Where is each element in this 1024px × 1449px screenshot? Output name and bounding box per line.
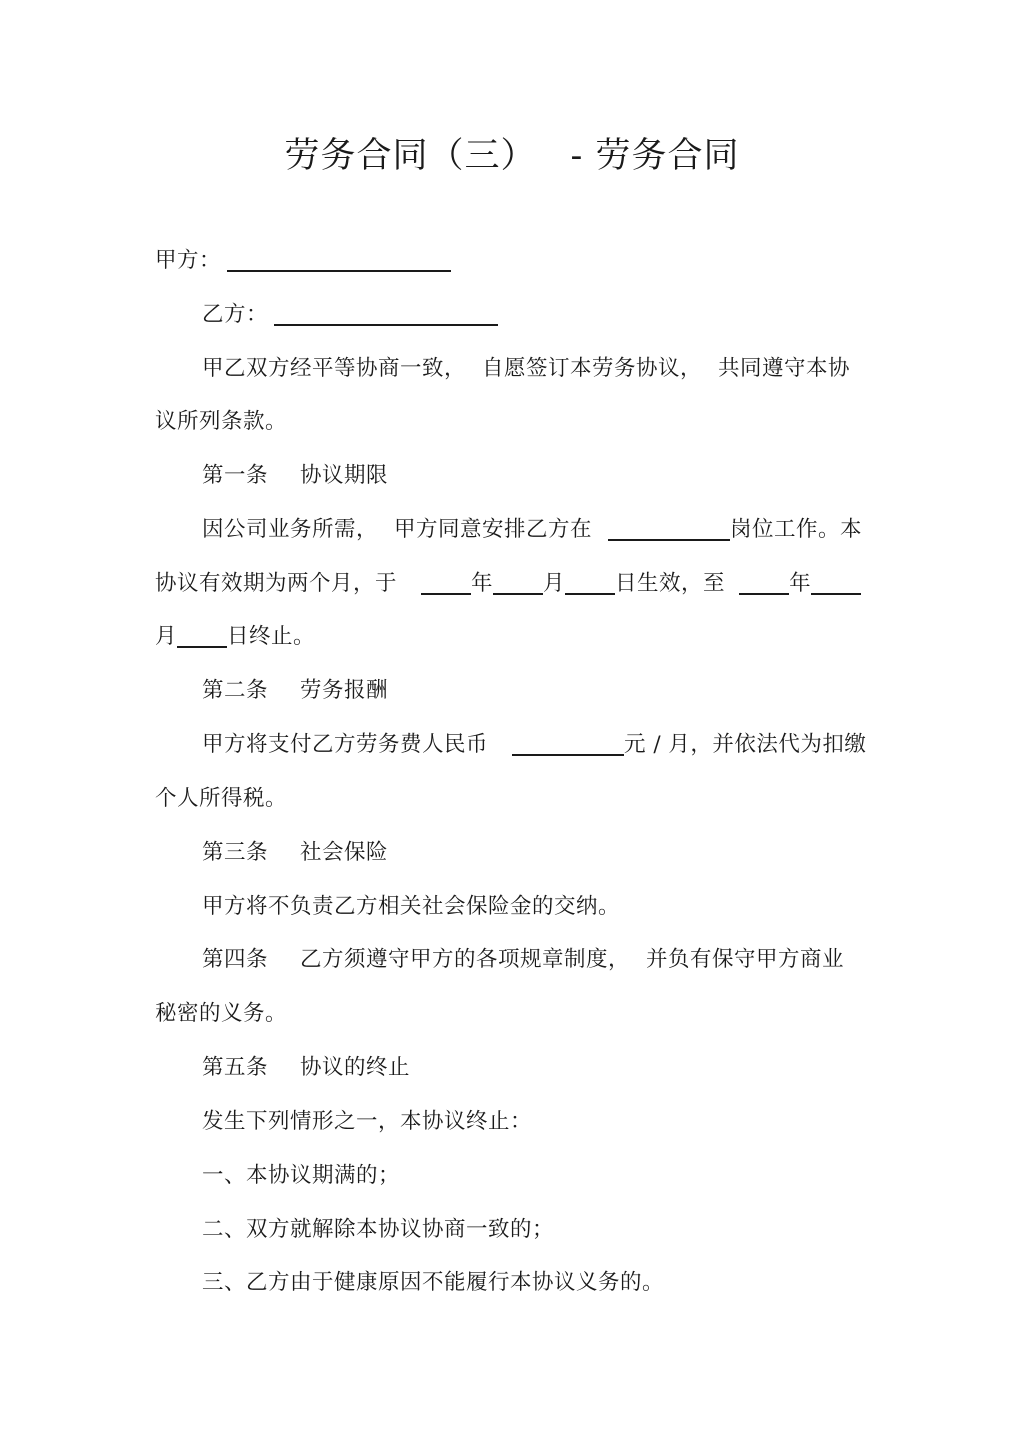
position-blank <box>608 517 730 541</box>
list-item-text: 一、本协议期满的； <box>202 1163 401 1188</box>
start-day-blank <box>565 571 615 595</box>
article-number: 第一条 <box>202 463 269 488</box>
clause-text: 元 / 月，并依法代为扣缴 <box>624 732 867 757</box>
article-number: 第二条 <box>202 678 269 703</box>
title-suffix: - 劳务合同 <box>570 136 740 176</box>
title-main: 劳务合同（三） <box>284 136 537 176</box>
clause-text: 日生效，至 <box>615 571 726 596</box>
article-title: 社会保险 <box>300 840 389 865</box>
article-3-line-1 <box>202 892 620 922</box>
start-year-blank <box>421 571 471 595</box>
article-1-line-2 <box>155 569 861 599</box>
preamble-segment: 自愿签订本劳务协议， <box>482 356 703 381</box>
end-day-blank <box>177 624 227 648</box>
article-title: 协议的终止 <box>300 1055 411 1080</box>
clause-text: 协议有效期为两个月，于 <box>155 571 398 596</box>
list-item <box>202 1161 400 1191</box>
fee-amount-blank <box>512 732 624 756</box>
article-2-line-1 <box>202 730 866 760</box>
preamble-segment: 共同遵守本协 <box>718 356 851 381</box>
article-title: 协议期限 <box>300 463 389 488</box>
article-4-line-2 <box>155 999 287 1029</box>
clause-text: 月 <box>543 571 566 596</box>
article-number: 第三条 <box>202 840 269 865</box>
article-4-line-1 <box>202 945 844 975</box>
clause-text: 日终止。 <box>227 624 316 649</box>
article-1-heading <box>202 461 388 491</box>
party-b-line <box>202 300 498 330</box>
party-a-label: 甲方： <box>155 248 222 273</box>
clause-text: 月 <box>155 624 178 649</box>
preamble-line-1 <box>202 354 850 384</box>
article-2-heading <box>202 676 388 706</box>
list-item-text: 二、双方就解除本协议协商一致的； <box>202 1217 555 1242</box>
party-b-label: 乙方： <box>202 302 269 327</box>
article-1-line-3 <box>155 622 315 652</box>
preamble-segment: 甲乙双方经平等协商一致， <box>202 356 467 381</box>
clause-text: 并负有保守甲方商业 <box>646 947 845 972</box>
party-b-blank <box>274 302 498 326</box>
preamble-segment: 议所列条款。 <box>155 409 288 434</box>
clause-text: 岗位工作。本 <box>730 517 863 542</box>
clause-text: 因公司业务所需， <box>202 517 379 542</box>
list-item <box>202 1268 664 1298</box>
clause-text: 甲方同意安排乙方在 <box>394 517 593 542</box>
clause-text: 年 <box>789 571 812 596</box>
clause-text: 个人所得税。 <box>155 786 288 811</box>
preamble-line-2 <box>155 407 287 437</box>
end-year-blank <box>739 571 789 595</box>
clause-text: 甲方将支付乙方劳务费人民币 <box>202 732 489 757</box>
article-5-intro <box>202 1107 532 1137</box>
end-month-blank <box>811 571 861 595</box>
article-number: 第四条 <box>202 947 269 972</box>
party-a-blank <box>227 248 451 272</box>
article-number: 第五条 <box>202 1055 269 1080</box>
clause-text: 年 <box>471 571 494 596</box>
list-item <box>202 1215 554 1245</box>
clause-text: 发生下列情形之一，本协议终止： <box>202 1109 533 1134</box>
clause-text: 甲方将不负责乙方相关社会保险金的交纳。 <box>202 894 621 919</box>
clause-text: 乙方须遵守甲方的各项规章制度， <box>300 947 631 972</box>
document-title <box>0 128 1024 178</box>
clause-text: 秘密的义务。 <box>155 1001 288 1026</box>
list-item-text: 三、乙方由于健康原因不能履行本协议义务的。 <box>202 1270 665 1295</box>
article-3-heading <box>202 838 388 868</box>
article-title: 劳务报酬 <box>300 678 389 703</box>
article-5-heading <box>202 1053 410 1083</box>
article-2-line-2 <box>155 784 287 814</box>
article-1-line-1 <box>202 515 862 545</box>
party-a-line <box>155 246 451 276</box>
start-month-blank <box>493 571 543 595</box>
